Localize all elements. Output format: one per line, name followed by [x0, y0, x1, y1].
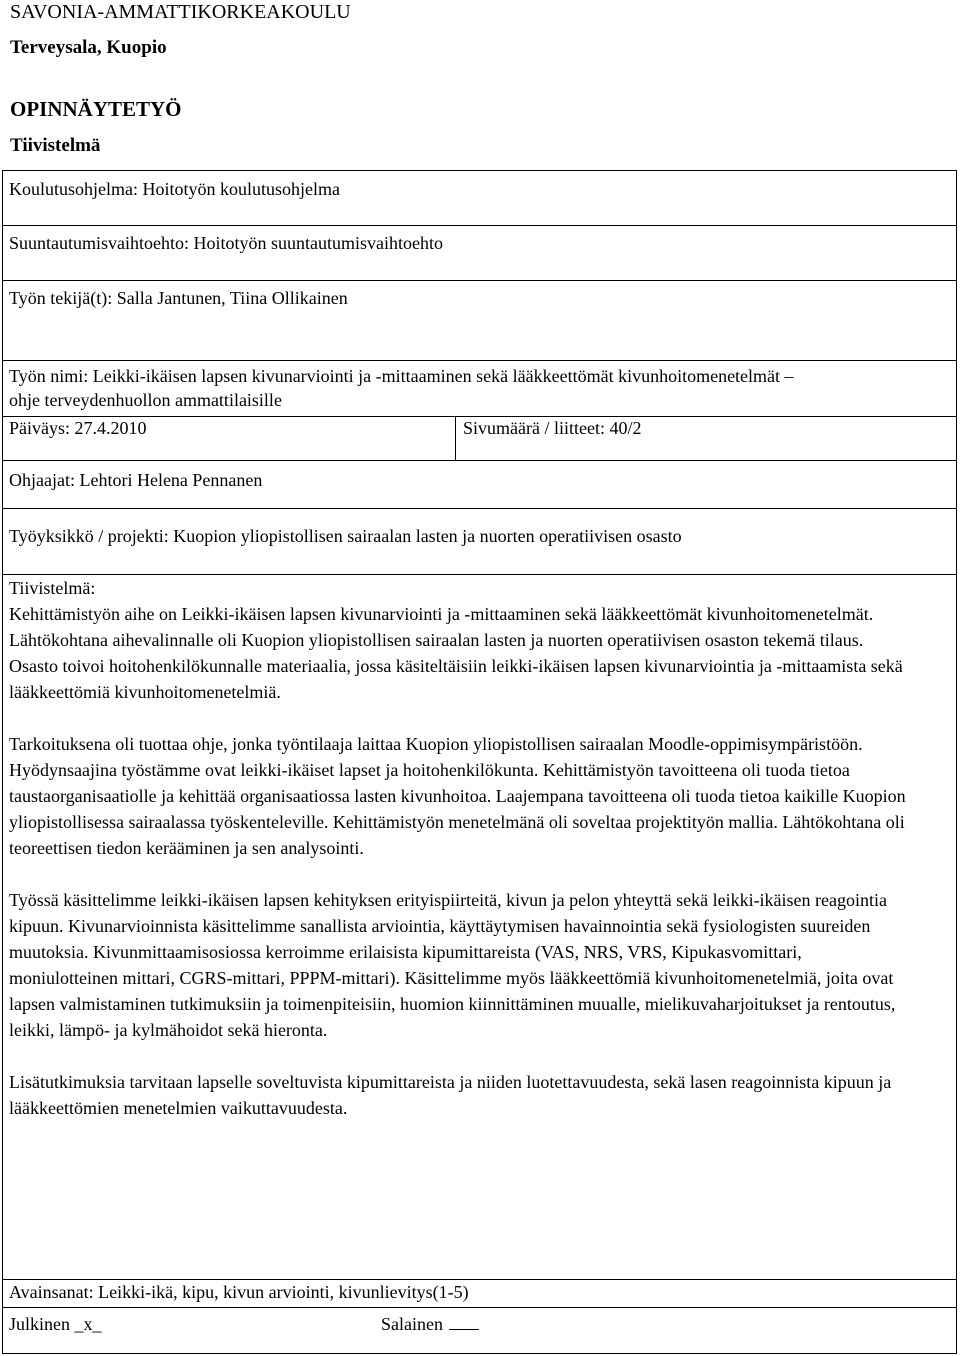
abstract-paragraph-4: Lisätutkimuksia tarvitaan lapselle soveltuvista kipumittareista ja niiden luotettavuudesta, sekä lasen reagoinnista kipuun ja lääkkeettömien menetelmien vaikuttavuudesta. [9, 1072, 892, 1118]
public-field: Julkinen _x_ [9, 1314, 102, 1334]
abstract-label: Tiivistelmä: [9, 578, 96, 598]
date-field: Päiväys: 27.4.2010 [9, 418, 147, 438]
secret-blank [449, 1313, 479, 1330]
supervisors-field: Ohjaajat: Lehtori Helena Pennanen [9, 470, 263, 490]
secret-field [381, 1311, 479, 1337]
abstract-section [9, 575, 914, 1147]
department: Terveysala, Kuopio [10, 37, 167, 58]
secret-label: Salainen [381, 1314, 443, 1334]
programme-row [3, 171, 956, 226]
unit-field: Työyksikkö / projekti: Kuopion yliopistollisen sairaalan lasten ja nuorten operatiivisen osasto [9, 526, 682, 546]
specialisation-row [3, 226, 956, 281]
pages-field: Sivumäärä / liitteet: 40/2 [463, 418, 642, 438]
authors-field: Työn tekijä(t): Salla Jantunen, Tiina Ollikainen [9, 288, 348, 308]
keywords-field: Avainsanat: Leikki-ikä, kipu, kivun arviointi, kivunlievitys(1-5) [9, 1282, 469, 1302]
section-title: Tiivistelmä [10, 135, 101, 156]
programme-field: Koulutusohjelma: Hoitotyön koulutusohjelma [9, 179, 340, 199]
public-divider [3, 1307, 956, 1308]
supervisors-row [3, 461, 956, 509]
abstract-paragraph-3: Työssä käsittelimme leikki-ikäisen lapsen kehityksen erityispiirteitä, kivun ja pelon yhteyttä sekä leikki-ikäisen reagointia kipuun. Kivunarvioinnista käsittelimme sanallista arviointia, käyttäytymisen havainnointia sekä fysiologisten suureiden muutoksia. Kivunmittaamisosiossa kerroimme erilaisista kipumittareista (VAS, NRS, VRS, Kipukasvomittari, moniulotteinen mittari, CGRS-mittari, PPPM-mittari). Käsittelimme myös lääkkeettömiä kivunhoitomenetelmiä, joita ovat lapsen valmistaminen tutkimuksiin ja toimenpiteisiin, huomion kiinnittäminen muualle, mielikuvaharjoitukset ja rentoutus, leikki, lämpö- ja kylmähoidot sekä hieronta. [9, 890, 896, 1040]
abstract-paragraph-2: Tarkoituksena oli tuottaa ohje, jonka työntilaaja laittaa Kuopion yliopistollisen sairaalan Moodle-oppimisympäristöön. Hyödynsaajina työstämme ovat leikki-ikäiset lapset ja hoitohenkilökunta. Kehittämistyön tavoitteena oli tuoda tietoa taustaorganisaatiolle ja kehittää organisaatiossa lasten kivunhoitoa. Laajempana tavoitteena oli tuoda tietoa kaikille Kuopion yliopistollisessa sairaalassa työskenteleville. Kehittämistyön menetelmänä oli soveltaa projektityön mallia. Lähtökohtana oli teoreettisen tiedon kerääminen ja sen analysointi. [9, 734, 906, 858]
school-name: SAVONIA-AMMATTIKORKEAKOULU [10, 1, 351, 23]
document-type: OPINNÄYTETYÖ [10, 97, 182, 121]
authors-row [3, 281, 956, 361]
title-line-2: ohje terveydenhuollon ammattilaisille [9, 390, 282, 410]
date-pages-row [3, 417, 956, 461]
title-row [3, 361, 956, 417]
unit-row [3, 509, 956, 575]
specialisation-field: Suuntautumisvaihtoehto: Hoitotyön suuntautumisvaihtoehto [9, 233, 443, 253]
abstract-form [2, 170, 957, 1354]
title-line-1: Työn nimi: Leikki-ikäisen lapsen kivunarviointi ja -mittaaminen sekä lääkkeettömät kivunhoitomenetelmät – [9, 366, 794, 386]
column-divider [455, 417, 456, 461]
abstract-paragraph-1: Kehittämistyön aihe on Leikki-ikäisen lapsen kivunarviointi ja -mittaaminen sekä lääkkeettömät kivunhoitomenetelmät. Lähtökohtana aihevalinnalle oli Kuopion yliopistollisen sairaalan lasten ja nuorten operatiivisen osaston tekemä tilaus. Osasto toivoi hoitohenkilökunnalle materiaalia, jossa käsiteltäisiin leikki-ikäisen lapsen kivunarviointia ja -mittaamista sekä lääkkeettömiä kivunhoitomenetelmiä. [9, 604, 903, 702]
